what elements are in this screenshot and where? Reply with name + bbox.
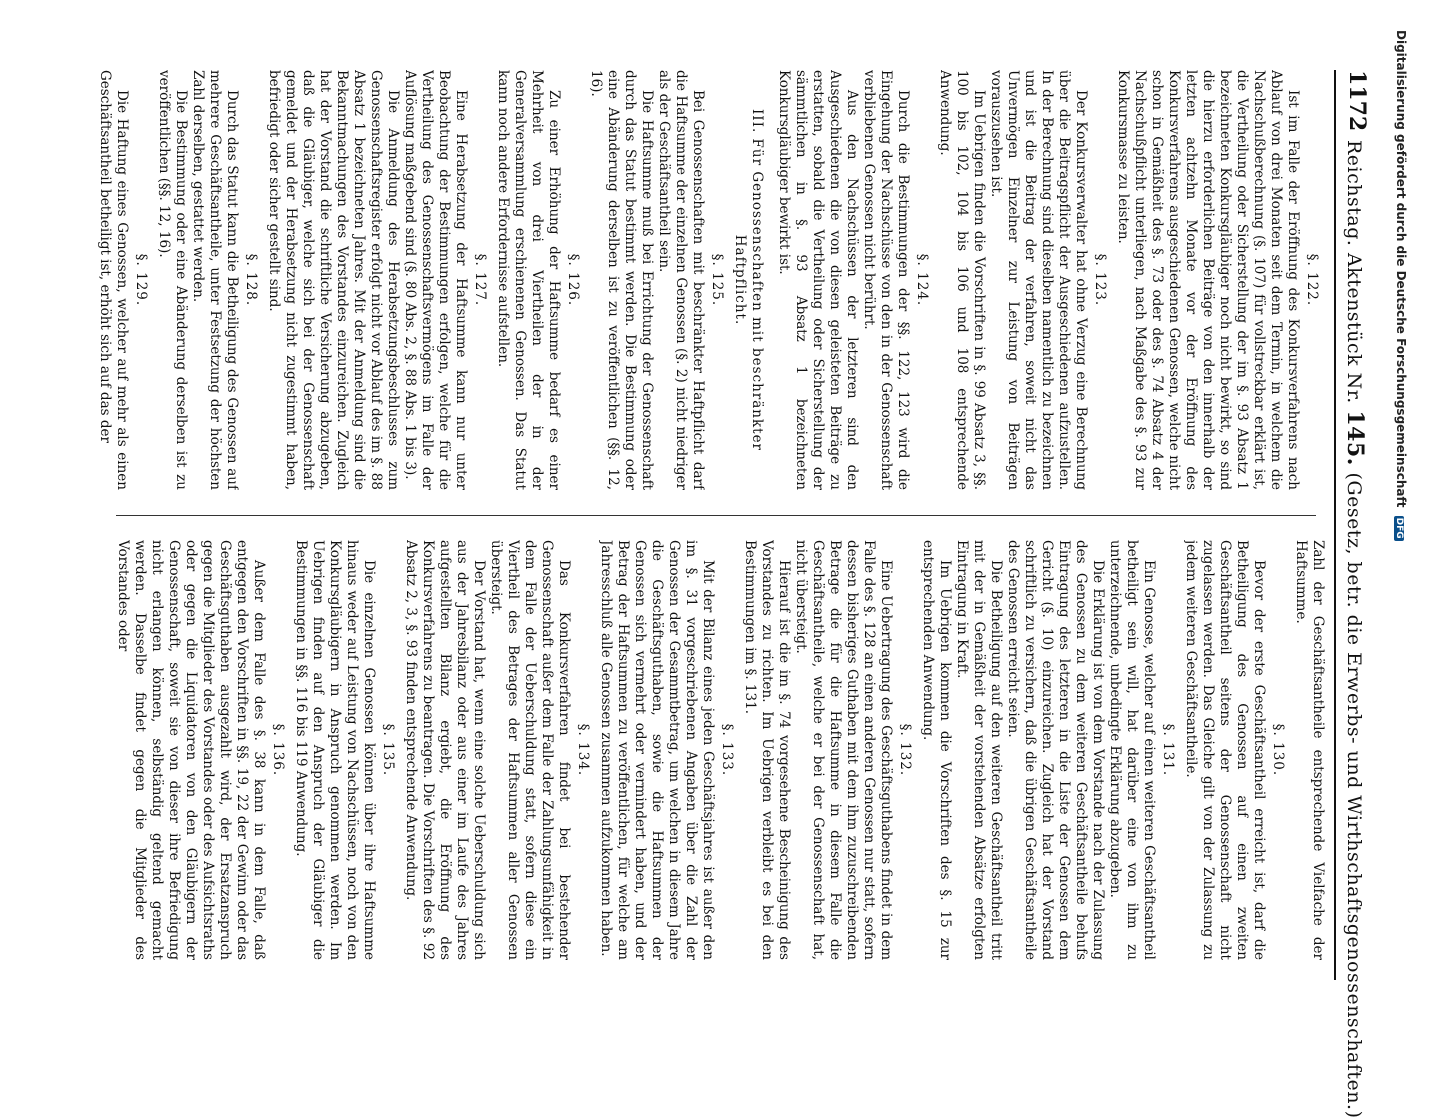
section-heading: §. 136.: [270, 723, 286, 777]
paragraph: Das Konkursverfahren findet bei bestehender Genossenschaft außer dem Falle der Zahlungsunfähigkeit in dem Falle der Ueberschuldung statt, sofern diese ein Viertheil des Betrages der Haftsummen aller Genossen übersteigt.: [488, 540, 572, 960]
paragraph: Die Anmeldung des Herabsetzungsbeschlusses zum Genossenschaftsregister erfolgt nicht vor Ablauf des im §. 88 Absatz 1 bezeichneten Jahres. Mit der Anmeldung sind die Bekanntmachungen des Vorstandes einzureichen. Zugleich hat der Vorstand die schriftliche Versicherung abzugeben, daß die Gläubiger, welche sich bei der Genossenschaft gemeldet und der Herabsetzung nicht zugestimmt haben, befriedigt oder sicher gestellt sind.: [266, 70, 401, 490]
paragraph: Ein Genosse, welcher auf einen weiteren Geschäftsantheil betheiligt sein will, hat darüber eine von ihm zu unterzeichnende, unbedingte Erklärung abzugeben.: [1107, 540, 1157, 960]
paragraph: Zu einer Erhöhung der Haftsumme bedarf es einer Mehrheit von drei Viertheilen der in der Generalversammlung erschienenen Genossen. Das Statut kann noch andere Erfordernisse aufstellen.: [495, 70, 562, 490]
section-heading: §. 133.: [719, 723, 735, 777]
credit-text: Digitalisierung gefördert durch die Deutsche Forschungsgemeinschaft: [1394, 30, 1408, 508]
section-heading: §. 125.: [709, 253, 725, 307]
paragraph: Die Haftung eines Genossen, welcher auf mehr als einen Geschäftsantheil betheiligt ist, erhöht sich auf das der: [97, 70, 130, 490]
paragraph: Durch das Statut kann die Betheiligung des Genossen auf mehrere Geschäftsantheile, unter Festsetzung der höchsten Zahl derselben, gestattet werden.: [190, 70, 240, 490]
column-divider: [116, 515, 1316, 516]
section-heading: §. 124.: [914, 253, 930, 307]
document-number: 145.: [1342, 410, 1368, 466]
paragraph: Mit der Bilanz eines jeden Geschäftsjahres ist außer den im §. 31 vorgeschriebenen Angaben über die Zahl der Genossen der Gesammtbetrag, um welchen in diesem Jahre die Geschäftsguthaben, sowie die Haftsummen der Genossen sich vermehrt oder vermindert haben, und der Betrag der Haftsummen zu veröffentlichen, für welche am Jahresschluß alle Genossen zusammen aufzukommen haben.: [598, 540, 716, 960]
section-heading: §. 127.: [472, 253, 488, 307]
title-suffix: (Gesetz, betr. die Erwerbs- und Wirthschaftsgenossenschaften.): [1343, 472, 1365, 1119]
paragraph: Die Betheiligung auf den weiteren Geschäftsantheil tritt mit der in Gemäßheit der vorstehenden Absätze erfolgten Eintragung in Kraft.: [954, 540, 1004, 960]
page-title: [1342, 140, 1368, 1119]
section-heading: §. 130.: [1270, 723, 1286, 777]
paragraph: Der Konkursverwalter hat ohne Verzug eine Berechnung über die Beitragspflicht der Ausgeschiedenen aufzustellen. In der Berechnung sind dieselben namentlich zu bezeichnen und ist die Beitrag der verfahren, soweit nicht das Unvermögen Einzelner zur Leistung von Beiträgen vorauszusehen ist.: [988, 70, 1089, 490]
section-heading: §. 126.: [565, 253, 581, 307]
section-heading: §. 129.: [133, 253, 149, 307]
paragraph: Die Bestimmung oder eine Abänderung derselben ist zu veröffentlichen (§§. 12, 16).: [156, 70, 189, 490]
left-column: [96, 70, 1326, 490]
dfg-logo: DFG: [1394, 517, 1404, 539]
paragraph: Bevor der erste Geschäftsantheil erreicht ist, darf die Betheiligung des Genossen auf einen zweiten Geschäftsantheil seitens der Genossenschaft nicht zugelassen werden. Das Gleiche gilt von der Zulassung zu jedem weiteren Geschäftsantheile.: [1183, 540, 1267, 960]
paragraph: Die einzelnen Genossen können über ihre Haftsumme hinaus weder auf Leistung von Nachschüssen, noch von den Konkursgläubigern in Anspruch genommen werden. Im Uebrigen finden auf den Anspruch der Gläubiger die Bestimmungen in §§. 116 bis 119 Anwendung.: [293, 540, 377, 960]
section-heading: §. 123.: [1092, 253, 1108, 307]
paragraph: Eine Herabsetzung der Haftsumme kann nur unter Beobachtung der Bestimmungen erfolgen, welche für die Vertheilung des Genossenschaftsvermögens im Falle der Auflösung maßgebend sind (§. 80 Abs. 2, §. 88 Abs. 1 bis 3).: [402, 70, 469, 490]
paragraph: Die Haftsumme muß bei Errichtung der Genossenschaft durch das Statut bestimmt werden. Die Bestimmung oder eine Abänderung derselben ist zu veröffentlichen (§§. 12, 16).: [588, 70, 655, 490]
section-heading: §. 134.: [575, 723, 591, 777]
paragraph: Eine Uebertragung des Geschäftsguthabens findet in dem Falle des §. 128 an einen anderen Genossen nur statt, sofern dessen bisheriges Guthaben mit dem ihm zuzuschreibenden Betrage die für die Haftsumme in diesem Falle die Geschäftsantheile, welche er bei der Genossenschaft hat, nicht übersteigt.: [793, 540, 894, 960]
document-page: [56, 70, 1376, 1119]
subsection-heading: III. Für Genossenschaften mit beschränkter Haftpflicht.: [732, 108, 765, 452]
paragraph: Aus den Nachschüssen der letzteren sind den Ausgeschiedenen die von diesen geleisteten Beiträge zu erstatten, sobald die Vertheilung oder Sicherstellung der sämmtlichen in §. 93 Absatz 1 bezeichneten Konkursgläubiger bewirkt ist.: [776, 70, 860, 490]
paragraph: Im Uebrigen finden die Vorschriften in §. 99 Absatz 3, §§. 100 bis 102, 104 bis 106 und 108 entsprechende Anwendung.: [937, 70, 987, 490]
section-heading: §. 122.: [1304, 253, 1320, 307]
page-number: 1172: [1344, 70, 1370, 132]
paragraph: Bei Genossenschaften mit beschränkter Haftpflicht darf die Haftsumme der einzelnen Genossen (§. 2) nicht niedriger als der Geschäftsantheil sein.: [656, 70, 706, 490]
paragraph: Im Uebrigen kommen die Vorschriften des §. 15 zur entsprechenden Anwendung.: [920, 540, 953, 960]
title-prefix: Reichstag. Aktenstück Nr.: [1343, 140, 1365, 404]
paragraph: Durch die Bestimmungen der §§. 122, 123 wird die Eingehung der Nachschüsse von den in der Genossenschaft verbliebenen Genossen nicht berührt.: [861, 70, 911, 490]
paragraph: Außer dem Falle des §. 38 kann in dem Falle, daß entgegen den Vorschriften in §§. 19, 22 der Gewinn oder das Geschäftsguthaben ausgezahlt wird, der Ersatzanspruch gegen die Mitglieder des Vorstandes oder des Aufsichtsraths oder gegen die Liquidatoren von den Gläubigern der Genossenschaft, soweit sie von dieser ihre Befriedigung nicht erlangen können, selbständig geltend gemacht werden. Dasselbe findet gegen die Mitglieder des Vorstandes oder: [115, 540, 267, 960]
paragraph: Zahl der Geschäftsantheile entsprechende Vielfache der Haftsumme.: [1293, 540, 1326, 960]
paragraph: Ist im Falle der Eröffnung des Konkursverfahrens nach Ablauf von drei Monaten seit dem Termin, in welchem die Nachschußberechnung (§. 107) für vollstreckbar erklärt ist, die Vertheilung oder Sicherstellung der im §. 93 Absatz 1 bezeichneten Konkursgläubiger noch nicht bewirkt, so sind die hierzu erforderlichen Beiträge von den innerhalb der letzten achtzehn Monate vor der Eröffnung des Konkursverfahrens ausgeschiedenen Genossen, welche nicht schon in Gemäßheit des §. 73 oder des §. 74 Absatz 4 der Nachschußpflicht unterliegen, nach Maßgabe des §. 93 zur Konkursmasse zu leisten.: [1115, 70, 1301, 490]
right-column: [96, 540, 1326, 960]
page-header: [1334, 70, 1376, 1119]
paragraph: Der Vorstand hat, wenn eine solche Ueberschuldung sich aus der Jahresbilanz oder aus einer im Laufe des Jahres aufgestellten Bilanz ergiebt, die Eröffnung des Konkursverfahrens zu beantragen. Die Vorschriften des §. 92 Absatz 2, 3, §. 93 finden entsprechende Anwendung.: [403, 540, 487, 960]
section-heading: §. 132.: [897, 723, 913, 777]
paragraph: Hierauf ist die im §. 74 vorgesehene Bescheinigung des Vorstandes zu richten. Im Uebrigen verbleibt es bei den Bestimmungen im §. 131.: [742, 540, 792, 960]
section-heading: §. 135.: [380, 723, 396, 777]
digitization-credit: [1388, 30, 1408, 1000]
section-heading: §. 131.: [1160, 723, 1176, 777]
paragraph: Die Erklärung ist von dem Vorstande nach der Zulassung des Genossen zu dem weiteren Geschäftsantheile behufs Eintragung des letzteren in die Liste der Genossen dem Gericht (§. 10) einzureichen. Zugleich hat der Vorstand schriftlich zu versichern, daß die übrigen Geschäftsantheile des Genossen erreicht seien.: [1005, 540, 1106, 960]
section-heading: §. 128.: [243, 253, 259, 307]
